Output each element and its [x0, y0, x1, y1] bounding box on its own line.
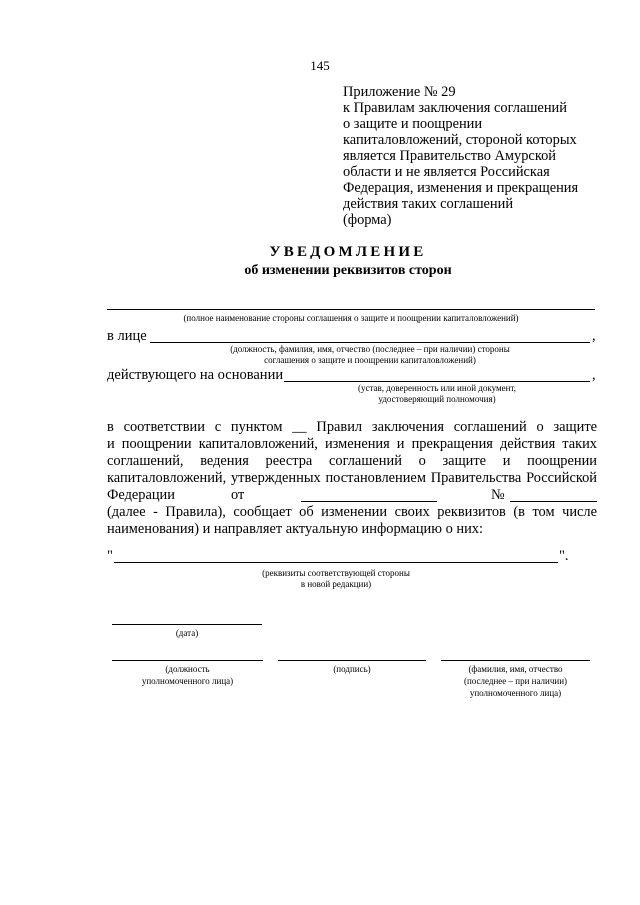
body-line: капиталовложений, утвержденных постановлением Правительства Российской	[107, 470, 597, 486]
details-field[interactable]	[114, 562, 558, 563]
appendix-line: к Правилам заключения соглашений	[343, 100, 567, 116]
representative-field[interactable]	[150, 342, 590, 343]
acting-basis-comma: ,	[592, 367, 596, 383]
represented-by-comma: ,	[592, 328, 596, 344]
full-name-caption-line2: (последнее – при наличии)	[463, 676, 568, 686]
document-title: УВЕДОМЛЕНИЕ	[269, 244, 427, 260]
party-name-caption: (полное наименование стороны соглашения о защите и поощрении капиталовложений)	[183, 313, 519, 323]
body-line: и поощрении капиталовложений, изменения и прекращения действия таких	[107, 436, 597, 452]
body-word-federation: Федерации	[107, 487, 175, 503]
representative-caption-line1: (должность, фамилия, имя, отчество (последнее – при наличии) стороны	[230, 344, 510, 354]
signature-field[interactable]	[278, 660, 426, 661]
appendix-line: капиталовложений, стороной которых	[343, 132, 577, 148]
full-name-caption-line1: (фамилия, имя, отчество	[468, 664, 563, 674]
details-close-quote: ".	[559, 548, 569, 564]
full-name-caption-line3: уполномоченного лица)	[469, 688, 562, 698]
representative-caption-line2: соглашения о защите и поощрении капиталовложений)	[264, 355, 476, 365]
appendix-line: действия таких соглашений	[343, 196, 514, 212]
appendix-line: о защите и поощрении	[343, 116, 483, 132]
decree-number-field[interactable]	[510, 501, 597, 502]
body-line: в соответствии с пунктом __ Правил заключения соглашений о защите	[107, 419, 597, 435]
details-caption-line1: (реквизиты соответствующей стороны	[262, 568, 410, 578]
date-field[interactable]	[112, 624, 262, 625]
details-caption-line2: в новой редакции)	[300, 579, 372, 589]
appendix-line: Приложение № 29	[343, 84, 456, 100]
acting-basis-caption-line2: удостоверяющий полномочия)	[378, 394, 496, 404]
document-subtitle: об изменении реквизитов сторон	[244, 263, 452, 278]
body-number-sign: №	[491, 487, 505, 503]
acting-basis-caption-line1: (устав, доверенность или иной документ,	[358, 383, 516, 393]
decree-date-field[interactable]	[301, 501, 437, 502]
body-line-decree	[107, 487, 597, 504]
represented-by-label: в лице	[107, 328, 147, 344]
position-caption-line2: уполномоченного лица)	[141, 676, 234, 686]
body-line: (далее - Правила), сообщает об изменении своих реквизитов (в том числе	[107, 504, 597, 520]
appendix-line: (форма)	[343, 212, 392, 228]
full-name-field[interactable]	[441, 660, 590, 661]
appendix-line: является Правительство Амурской	[343, 148, 556, 164]
appendix-line: области и не является Российская	[343, 164, 550, 180]
acting-basis-label: действующего на основании	[107, 367, 284, 383]
details-open-quote: "	[107, 548, 113, 564]
position-field[interactable]	[112, 660, 263, 661]
body-paragraph	[107, 419, 597, 538]
body-line: наименования) и направляет актуальную информацию о них:	[107, 521, 483, 537]
page-number: 145	[310, 58, 330, 73]
party-name-field[interactable]	[107, 309, 595, 310]
appendix-line: Федерация, изменения и прекращения	[343, 180, 579, 196]
position-caption-line1: (должность	[165, 664, 210, 674]
date-caption: (дата)	[175, 628, 199, 638]
acting-basis-field[interactable]	[284, 381, 590, 382]
body-word-from: от	[231, 487, 245, 503]
body-line: соглашений, ведения реестра соглашений о защите и поощрении	[107, 453, 597, 469]
appendix-header	[343, 84, 578, 228]
signature-caption: (подпись)	[333, 664, 371, 674]
